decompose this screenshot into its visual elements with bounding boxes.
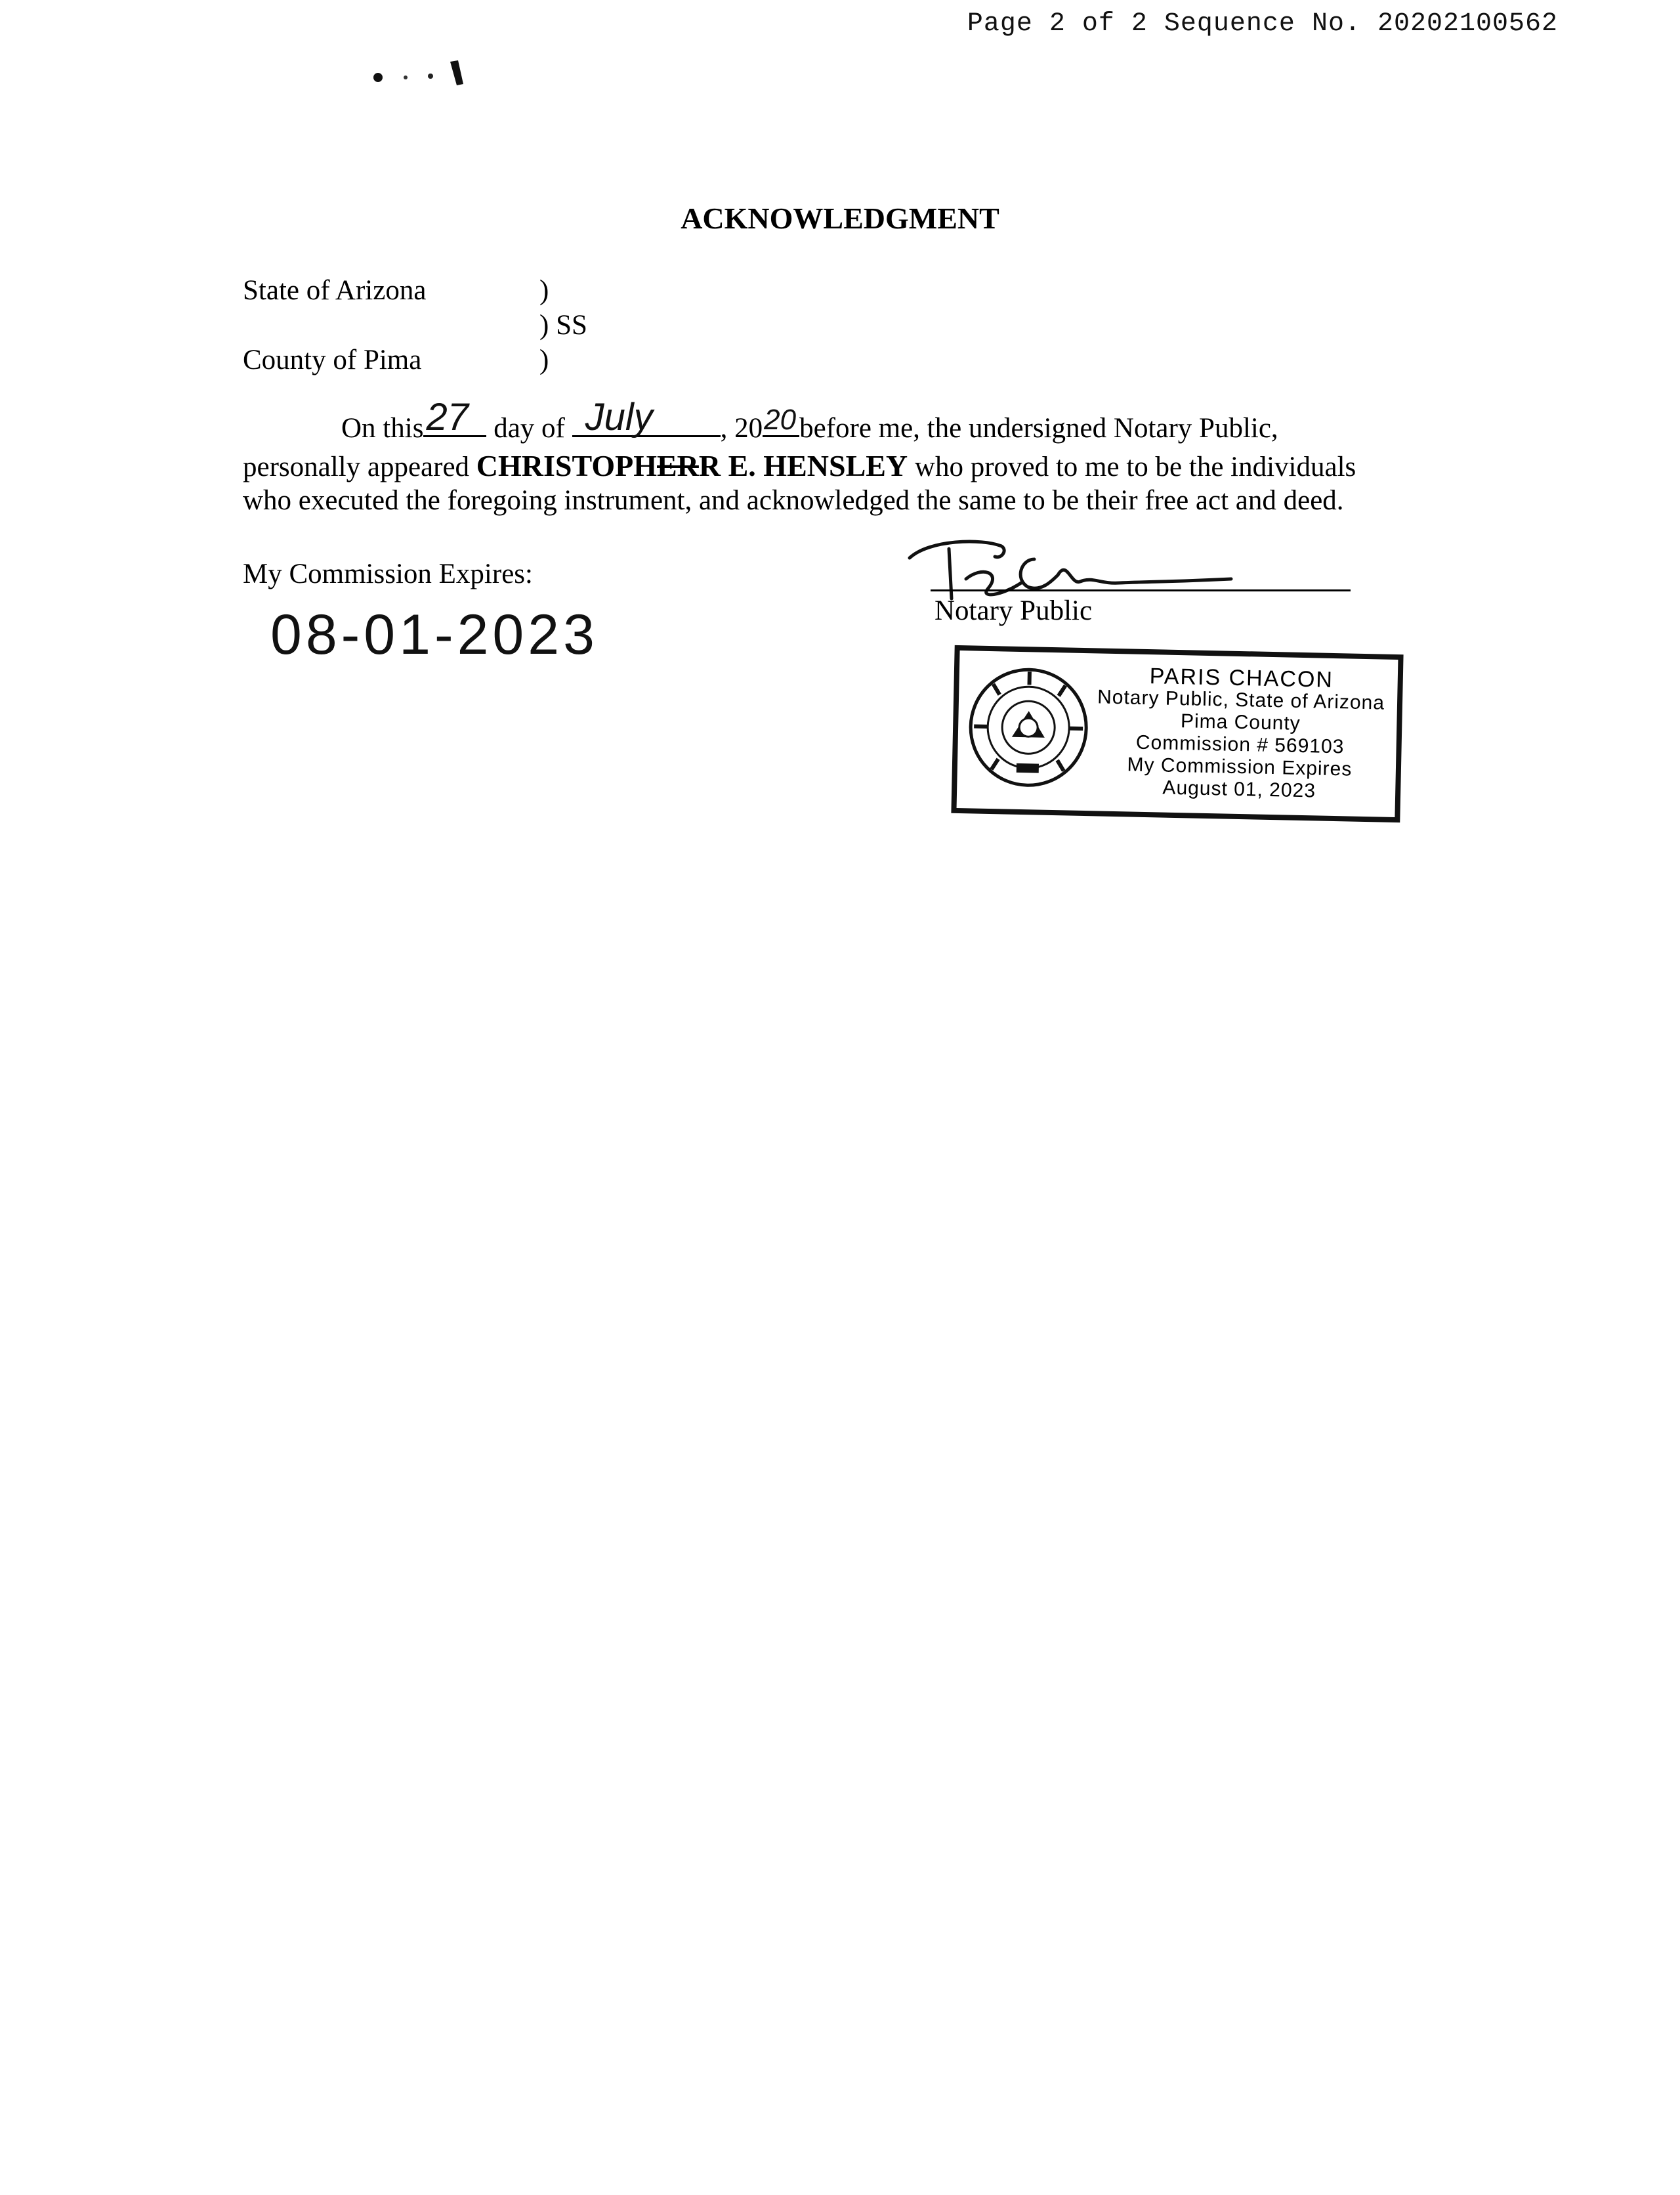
signature-line: [931, 589, 1351, 591]
line1-suffix: before me, the undersigned Notary Public,: [799, 413, 1278, 444]
scan-artifact-marks: [365, 55, 476, 88]
acknowledgment-line-2: [243, 448, 1356, 483]
stamp-line-county: Pima County: [1180, 710, 1301, 735]
line1-mid: day of: [486, 413, 572, 444]
year-blank: [763, 404, 799, 437]
day-handwritten: 27: [426, 396, 469, 438]
line1-prefix: On this: [341, 413, 424, 444]
stamp-line-expires: My Commission Expires: [1127, 754, 1353, 780]
commission-expires-label: My Commission Expires:: [243, 559, 533, 589]
name-correction-struck: ER: [657, 449, 699, 482]
line1-year-prefix: , 20: [720, 413, 763, 444]
stamp-line-date: August 01, 2023: [1162, 777, 1316, 802]
acknowledgment-line-3: who executed the foregoing instrument, and acknowledged the same to be their free act and deed.: [243, 485, 1344, 516]
line2-suffix: who proved to me to be the individuals: [908, 452, 1356, 482]
venue-paren-top: ): [539, 275, 549, 306]
page-sequence-header: Page 2 of 2 Sequence No. 20202100562: [967, 9, 1558, 39]
venue-state: State of Arizona: [243, 275, 427, 306]
state-seal-icon: [965, 664, 1092, 791]
document-title: ACKNOWLEDGMENT: [681, 202, 999, 235]
venue-county: County of Pima: [243, 345, 422, 375]
month-blank: [572, 396, 721, 438]
year-handwritten: 20: [764, 404, 797, 436]
appearing-party-name: CHRISTOPHERR E. HENSLEY: [476, 449, 908, 482]
line2-prefix: personally appeared: [243, 452, 476, 482]
commission-expires-handwritten: 08-01-2023: [270, 603, 598, 666]
venue-paren-bottom: ): [539, 345, 549, 375]
notary-public-label: Notary Public: [934, 595, 1093, 626]
stamp-text-block: [1088, 664, 1393, 804]
stamp-line-state: Notary Public, State of Arizona: [1097, 686, 1385, 714]
acknowledgment-line-1: [341, 396, 1278, 444]
month-handwritten: July: [585, 396, 653, 438]
day-blank: [423, 396, 486, 438]
notary-stamp: [951, 645, 1403, 822]
stamp-notary-name: PARIS CHACON: [1149, 664, 1334, 693]
stamp-line-commission: Commission # 569103: [1135, 731, 1345, 758]
venue-ss: ) SS: [539, 310, 587, 341]
